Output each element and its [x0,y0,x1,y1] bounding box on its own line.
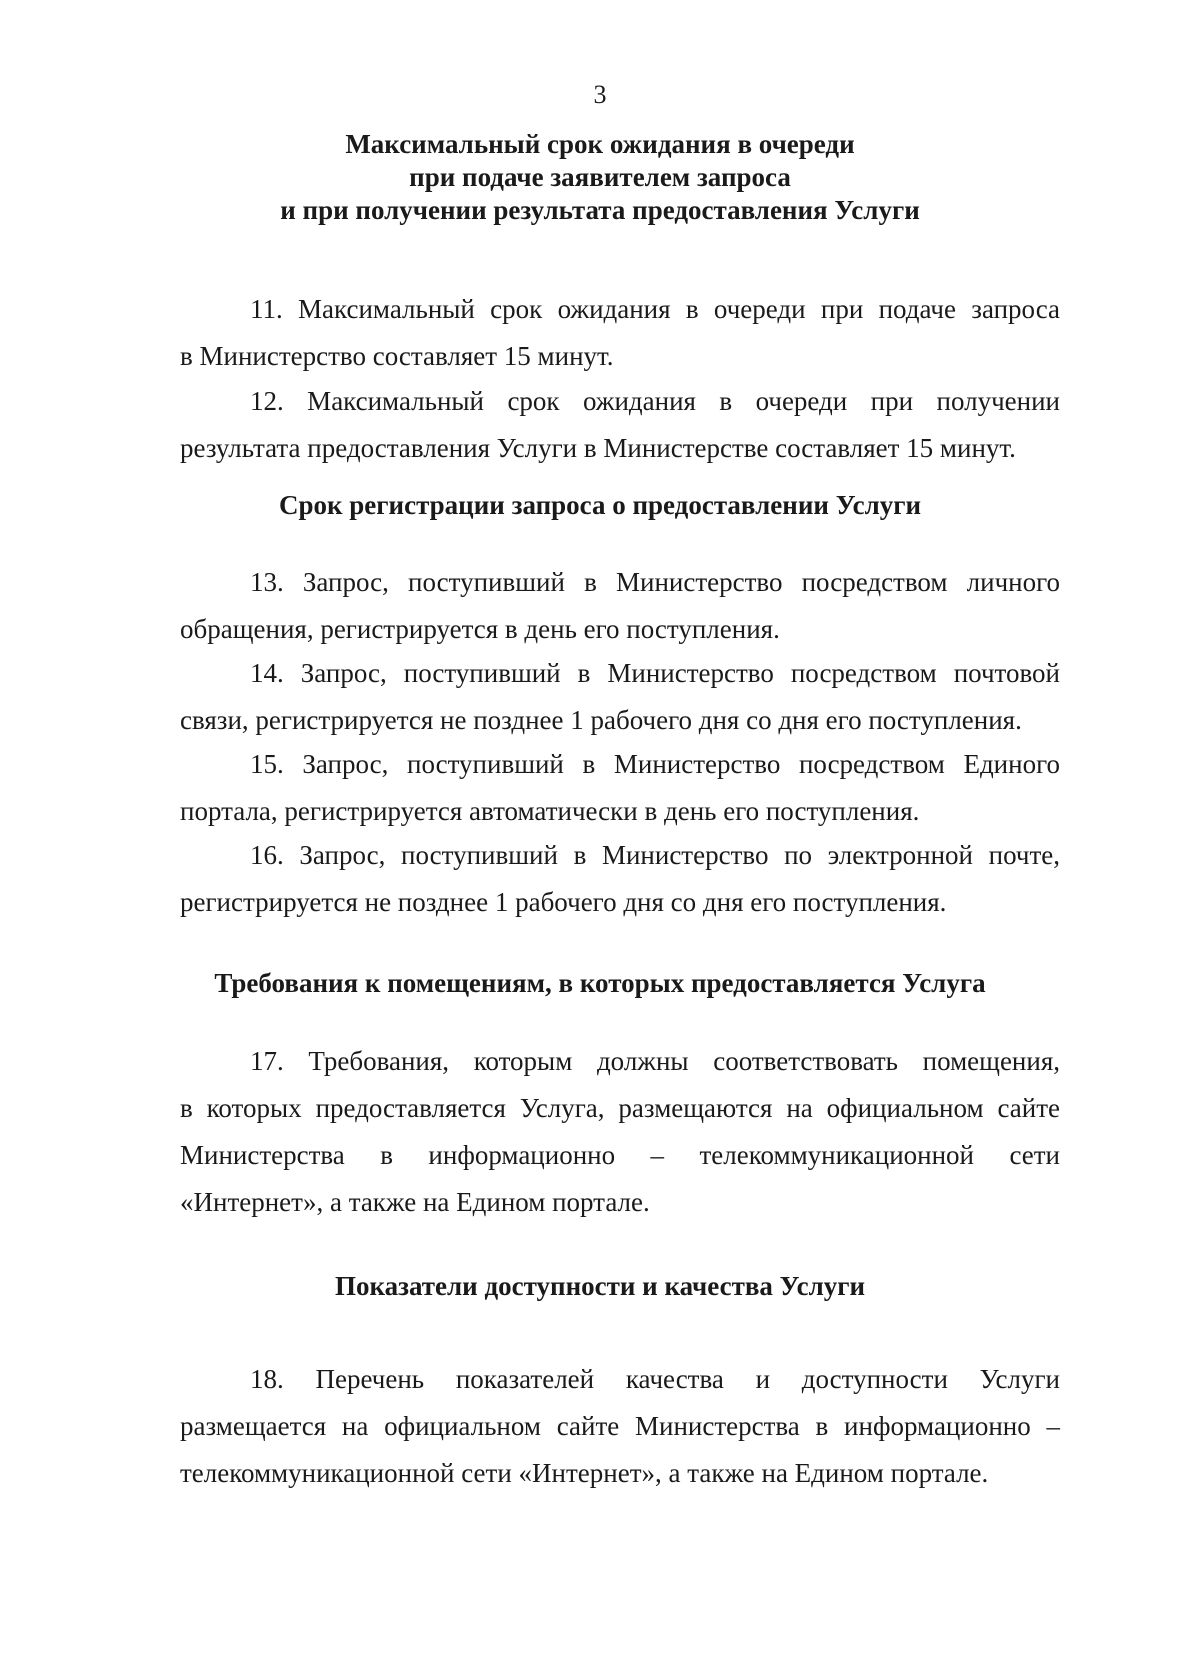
paragraph-first-line: 17. Требования, которым должны соответствовать помещения, [250,1046,1060,1076]
paragraph-text: обращения, регистрируется в день его поступления. [180,614,780,644]
section-heading-max-wait [150,128,1050,227]
paragraph-text: регистрируется не позднее 1 рабочего дня со дня его поступления. [180,887,947,917]
paragraph-first-line: 18. Перечень показателей качества и доступности Услуги [250,1364,1060,1394]
heading-line: при подаче заявителем запроса [409,162,791,192]
paragraph-first-line: 12. Максимальный срок ожидания в очереди при получении [250,386,1060,416]
heading-line: Максимальный срок ожидания в очереди [345,129,855,159]
paragraph-first-line: 16. Запрос, поступивший в Министерство по электронной почте, [250,840,1060,870]
paragraph-14 [180,650,1060,744]
paragraph-11 [180,286,1060,380]
heading-line: Требования к помещениям, в которых предоставляется Услуга [214,968,986,998]
paragraph-text: «Интернет», а также на Едином портале. [180,1187,650,1217]
paragraph-text: в Министерство составляет 15 минут. [180,341,614,371]
paragraph-text: телекоммуникационной сети «Интернет», а также на Едином портале. [180,1458,989,1488]
heading-line: Срок регистрации запроса о предоставлении Услуги [278,490,922,520]
paragraph-12 [180,378,1060,472]
page-number: 3 [593,80,607,109]
paragraph-18 [180,1356,1060,1497]
paragraph-16 [180,832,1060,926]
paragraph-15 [180,741,1060,835]
heading-line: и при получении результата предоставления Услуги [280,195,920,225]
paragraph-text: портала, регистрируется автоматически в день его поступления. [180,796,920,826]
paragraph-first-line: 15. Запрос, поступивший в Министерство посредством Единого [250,749,1060,779]
paragraph-text: результата предоставления Услуги в Министерстве составляет 15 минут. [180,433,1016,463]
paragraph-text: связи, регистрируется не позднее 1 рабочего дня со дня его поступления. [180,705,1022,735]
paragraph-line: размещается на официальном сайте Министерства в информационно – [180,1411,1060,1441]
paragraph-first-line: 14. Запрос, поступивший в Министерство посредством почтовой [250,658,1060,688]
section-heading-registration [150,489,1050,522]
paragraph-13 [180,559,1060,653]
paragraph-first-line: 11. Максимальный срок ожидания в очереди при подаче запроса [250,294,1060,324]
paragraph-first-line: 13. Запрос, поступивший в Министерство посредством личного [250,567,1060,597]
section-heading-premises [150,967,1050,1000]
paragraph-line: Министерства в информационно – телекоммуникационной сети [180,1140,1060,1170]
paragraph-line: в которых предоставляется Услуга, размещаются на официальном сайте [180,1093,1060,1123]
paragraph-17 [180,1038,1060,1226]
section-heading-quality [150,1270,1050,1303]
heading-line: Показатели доступности и качества Услуги [334,1271,866,1301]
